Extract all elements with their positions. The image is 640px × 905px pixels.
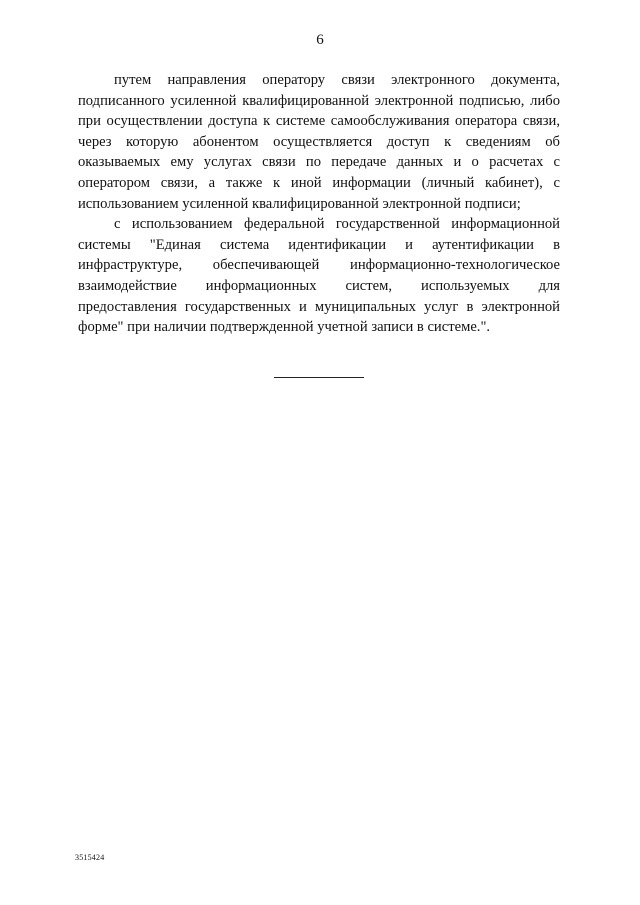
body-text (78, 70, 560, 338)
paragraph-1: путем направления оператору связи электронного документа, подписанного усиленной квалифицированной электронной подписью, либо при осуществлении доступа к системе самообслуживания оператора связи, через которую абонентом осуществляется доступ к сведениям об оказываемых ему услугах связи по передаче данных и о расчетах с оператором связи, а также к иной информации (личный кабинет), с использованием усиленной квалифицированной электронной подписи; (78, 72, 560, 212)
page-number: 6 (316, 32, 324, 48)
paragraph-2: с использованием федеральной государственной информационной системы "Единая система идентификации и аутентификации в инфраструктуре, обеспечивающей информационно-технологическое взаимодействие информационных систем, используемых для предоставления государственных и муниципальных услуг в электронной форме" при наличии подтвержденной учетной записи в системе.". (78, 216, 560, 336)
document-code: 3515424 (75, 853, 105, 862)
end-divider (274, 377, 364, 378)
